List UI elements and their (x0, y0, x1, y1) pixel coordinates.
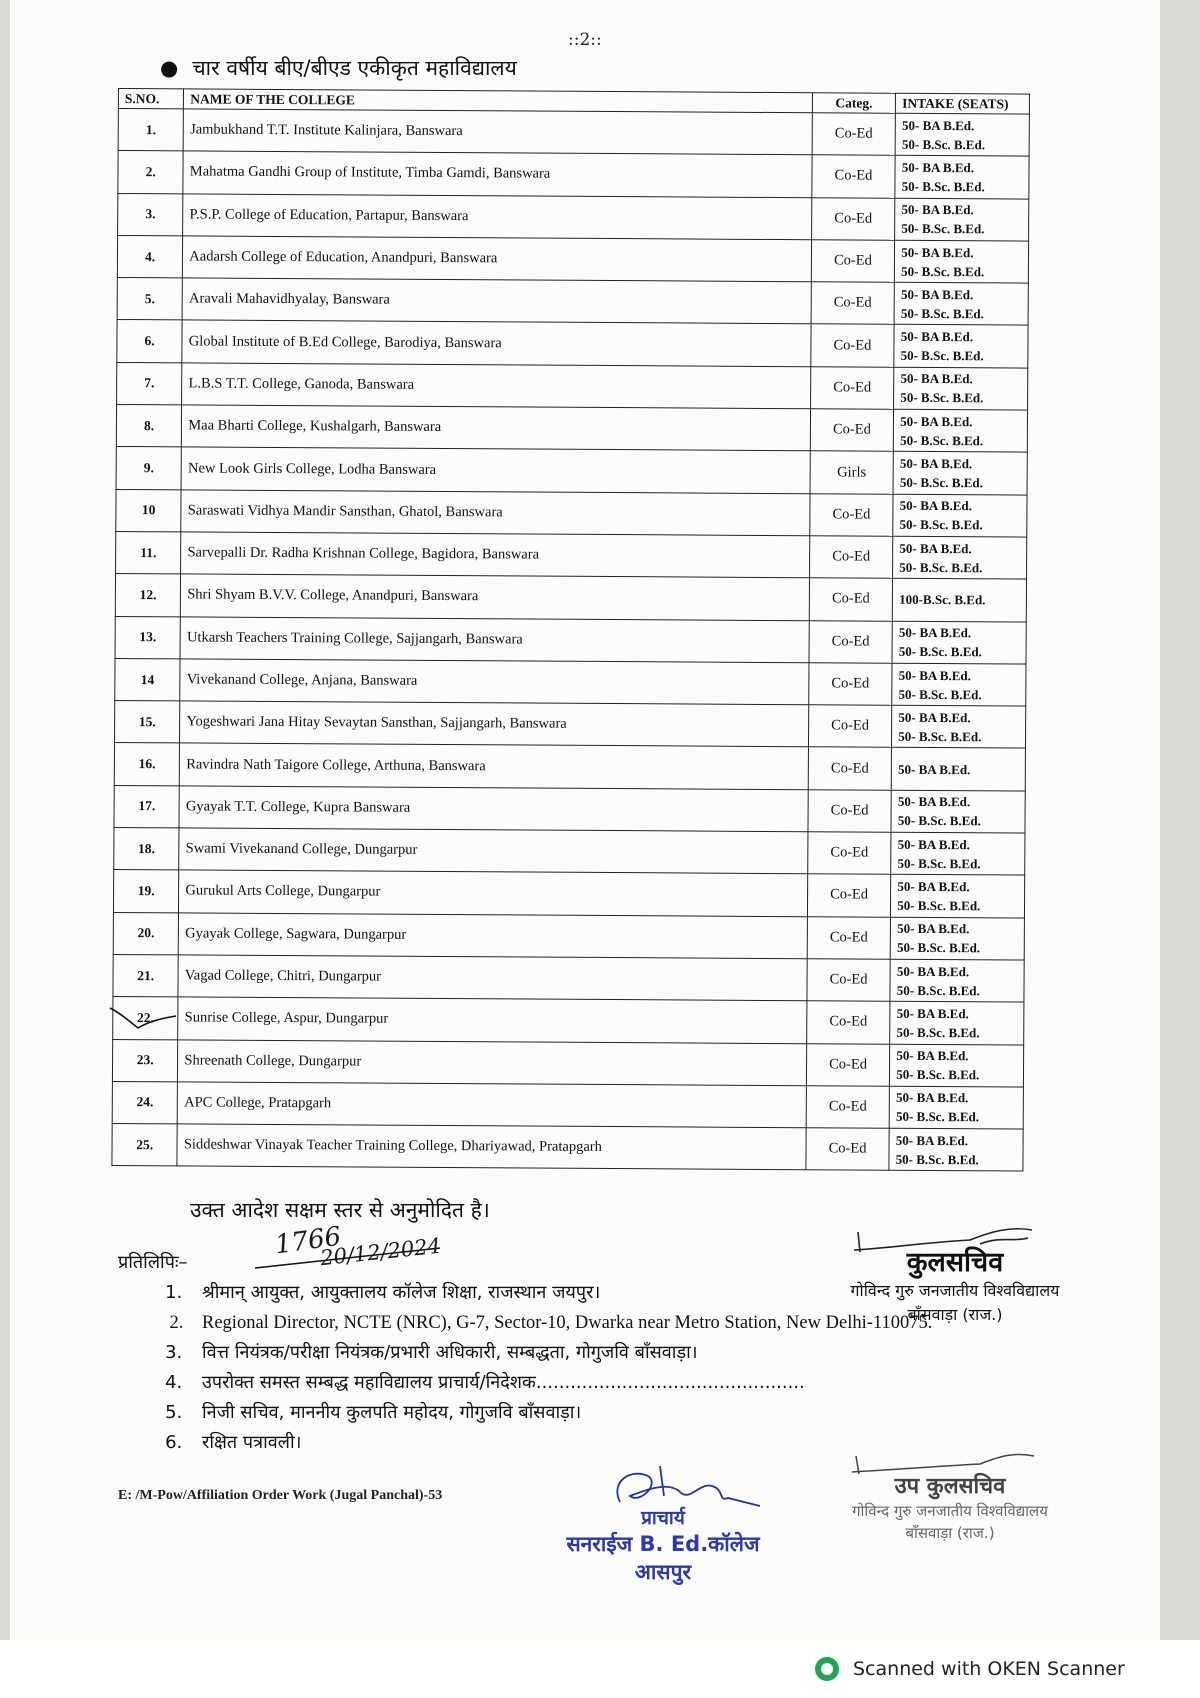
cell-sno: 2. (118, 151, 184, 194)
table-row (115, 616, 1026, 664)
table-row (116, 531, 1027, 579)
intake-line: 50- BA B.Ed. (898, 761, 971, 777)
cell-college-name: Sunrise College, Aspur, Dungarpur (178, 997, 807, 1043)
cell-sno: 12. (115, 574, 181, 617)
cell-sno: 24. (112, 1081, 178, 1124)
intake-line: 50- B.Sc. B.Ed. (897, 897, 981, 914)
intake-line: 50- B.Sc. B.Ed. (900, 390, 984, 406)
cell-category: Co-Ed (806, 1001, 890, 1044)
cell-intake (895, 198, 1029, 241)
cell-category: Co-Ed (807, 916, 891, 959)
cell-sno: 17. (114, 785, 180, 828)
cell-college-name: Vivekanand College, Anjana, Banswara (180, 659, 809, 705)
intake-line: 50- B.Sc. B.Ed. (899, 474, 983, 491)
cell-intake (890, 959, 1024, 1002)
intake-line: 50- BA B.Ed. (900, 328, 974, 345)
intake-line: 50- BA B.Ed. (901, 244, 974, 260)
intake-line: 50- BA B.Ed. (901, 159, 975, 176)
table-row (117, 362, 1028, 410)
cell-college-name: Gyayak T.T. College, Kupra Banswara (179, 786, 808, 832)
intake-line: 50- BA B.Ed. (896, 963, 970, 979)
cell-sno: 20. (113, 912, 179, 955)
table-row (117, 320, 1028, 368)
table-row (116, 405, 1027, 453)
cell-college-name: Utkarsh Teachers Training College, Sajjangarh, Banswara (180, 616, 809, 662)
cell-intake (892, 621, 1026, 664)
cell-sno: 15. (114, 701, 180, 744)
header-sno: S.NO. (118, 89, 183, 109)
intake-line: 50- B.Sc. B.Ed. (897, 855, 981, 871)
copy-list-item: 2. Regional Director, NCTE (NRC), G-7, Sector-10, Dwarka near Metro Station, New Delhi-110075. (188, 1308, 1068, 1338)
cell-category: Co-Ed (806, 1128, 890, 1171)
cell-college-name: Shri Shyam B.V.V. College, Anandpuri, Banswara (181, 574, 810, 620)
deputy-registrar-university: गोविन्द गुरु जनजातीय विश्वविद्यालय (852, 1502, 1048, 1520)
intake-line: 50- B.Sc. B.Ed. (901, 178, 985, 195)
copy-to-label: प्रतिलिपिः– (118, 1252, 188, 1273)
deputy-registrar-block (815, 1470, 1085, 1544)
cell-college-name: Saraswati Vidhya Mandir Sansthan, Ghatol, Banswara (181, 490, 810, 536)
intake-line: 50- B.Sc. B.Ed. (896, 940, 981, 956)
cell-sno: 14 (115, 658, 181, 701)
principal-seal-title: प्राचार्य (641, 1507, 685, 1529)
principal-seal (548, 1478, 778, 1586)
cell-category: Co-Ed (807, 874, 891, 917)
cell-intake (895, 113, 1029, 156)
intake-line: 50- B.Sc. B.Ed. (901, 136, 986, 152)
cell-college-name: Mahatma Gandhi Group of Institute, Timba Gamdi, Banswara (183, 151, 812, 197)
copy-list (160, 1278, 1068, 1458)
intake-line: 50- BA B.Ed. (896, 1005, 969, 1022)
cell-intake (893, 494, 1027, 537)
table-row (112, 1039, 1023, 1087)
intake-line: 50- B.Sc. B.Ed. (896, 1024, 980, 1041)
cell-college-name: Gyayak College, Sagwara, Dungarpur (179, 913, 808, 959)
intake-line: 50- BA B.Ed. (896, 1090, 969, 1106)
table-row (114, 743, 1025, 791)
cell-college-name: Maa Bharti College, Kushalgarh, Banswara (182, 405, 811, 451)
intake-line: 50- B.Sc. B.Ed. (895, 1151, 979, 1168)
cell-category: Co-Ed (810, 367, 894, 410)
cell-college-name: Aadarsh College of Education, Anandpuri, Banswara (183, 236, 812, 282)
cell-sno: 16. (114, 743, 180, 786)
table-row (116, 447, 1027, 495)
cell-sno: 25. (112, 1124, 178, 1167)
copy-list-item: 1. श्रीमान् आयुक्त, आयुक्तालय कॉलेज शिक्षा, राजस्थान जयपुर। (188, 1278, 1068, 1308)
handwritten-dispatch-date: 20/12/2024 (319, 1233, 442, 1271)
intake-line: 50- BA B.Ed. (897, 921, 970, 937)
cell-intake (894, 282, 1028, 325)
cell-category: Co-Ed (806, 1043, 890, 1086)
cell-college-name: New Look Girls College, Lodha Banswara (181, 447, 810, 493)
cell-sno: 11. (116, 531, 182, 574)
table-row (114, 701, 1025, 749)
colleges-table (111, 88, 1030, 1172)
cell-sno: 13. (115, 616, 181, 659)
table-row (115, 574, 1026, 622)
cell-category: Co-Ed (809, 536, 893, 579)
cell-intake (891, 748, 1025, 791)
cell-college-name: L.B.S T.T. College, Ganoda, Banswara (182, 363, 811, 409)
cell-college-name: Vagad College, Chitri, Dungarpur (178, 955, 807, 1001)
cell-intake (890, 1044, 1024, 1087)
cell-category: Co-Ed (809, 663, 893, 706)
cell-intake (894, 409, 1028, 452)
cell-intake (894, 325, 1028, 368)
cell-intake (893, 536, 1027, 579)
intake-line: 50- BA B.Ed. (897, 836, 970, 852)
cell-sno: 7. (117, 362, 183, 405)
intake-line: 50- B.Sc. B.Ed. (896, 1066, 980, 1083)
intake-line: 50- B.Sc. B.Ed. (895, 1109, 980, 1125)
copy-list-item: 6. रक्षित पत्रावली। (188, 1428, 1068, 1458)
section-heading (160, 54, 517, 82)
intake-line: 50- BA B.Ed. (896, 1047, 969, 1064)
scanner-watermark-text: Scanned with OKEN Scanner (853, 1658, 1125, 1680)
table-row (117, 278, 1028, 326)
cell-college-name: Shreenath College, Dungarpur (178, 1039, 807, 1085)
intake-line: 50- BA B.Ed. (900, 413, 973, 429)
intake-line: 50- BA B.Ed. (897, 878, 970, 895)
intake-line: 50- BA B.Ed. (895, 1132, 969, 1148)
cell-sno: 21. (113, 954, 179, 997)
cell-sno: 22. (113, 997, 179, 1040)
cell-intake (892, 579, 1026, 622)
cell-category: Girls (810, 451, 894, 494)
intake-line: 50- B.Sc. B.Ed. (896, 982, 980, 998)
check-mark-icon (108, 1002, 178, 1032)
table-row (118, 151, 1029, 199)
cell-sno: 6. (117, 320, 183, 363)
cell-sno: 23. (112, 1039, 178, 1082)
table-row (118, 193, 1029, 241)
dispatch-underline (250, 1233, 450, 1276)
cell-intake (892, 705, 1026, 748)
table-row (112, 1081, 1023, 1129)
intake-line: 50- B.Sc. B.Ed. (898, 643, 982, 660)
cell-sno: 9. (116, 447, 182, 490)
intake-line: 50- BA B.Ed. (899, 540, 972, 556)
scanner-watermark (815, 1655, 1125, 1683)
cell-college-name: Jambukhand T.T. Institute Kalinjara, Banswara (183, 109, 812, 155)
cell-intake (891, 790, 1025, 833)
intake-line: 100-B.Sc. B.Ed. (899, 592, 986, 608)
bullet-icon: ● (160, 56, 179, 80)
table-body (112, 109, 1029, 1172)
deputy-registrar-title: उप कुलसचिव (894, 1474, 1006, 1499)
cell-college-name: Sarvepalli Dr. Radha Krishnan College, Bagidora, Banswara (181, 532, 810, 578)
cell-sno: 18. (114, 828, 180, 871)
cell-category: Co-Ed (811, 240, 895, 283)
table-row (113, 870, 1024, 918)
copy-list-item: 3. वित्त नियंत्रक/परीक्षा नियंत्रक/प्रभारी अधिकारी, सम्बद्धता, गोगुजवि बाँसवाड़ा। (188, 1338, 1068, 1368)
registrar-title: कुलसचिव (906, 1247, 1004, 1278)
cell-intake (895, 156, 1029, 199)
intake-line: 50- B.Sc. B.Ed. (900, 432, 984, 449)
intake-line: 50- BA B.Ed. (898, 667, 971, 683)
page-number: ::2:: (568, 30, 602, 50)
cell-intake (895, 240, 1029, 283)
cell-category: Co-Ed (812, 113, 896, 156)
table-row (114, 785, 1025, 833)
cell-category: Co-Ed (807, 832, 891, 875)
cell-intake (891, 875, 1025, 918)
copy-list-item: 5. निजी सचिव, माननीय कुलपति महोदय, गोगुजवि बाँसवाड़ा। (188, 1398, 1068, 1428)
cell-category: Co-Ed (810, 409, 894, 452)
intake-line: 50- B.Sc. B.Ed. (901, 263, 985, 279)
intake-line: 50- B.Sc. B.Ed. (900, 305, 984, 322)
table-row (112, 1124, 1023, 1172)
cell-sno: 4. (117, 235, 183, 278)
cell-sno: 8. (116, 405, 182, 448)
intake-line: 50- B.Sc. B.Ed. (898, 686, 982, 702)
cell-category: Co-Ed (808, 705, 892, 748)
deputy-registrar-city: बाँसवाड़ा (राज.) (905, 1524, 995, 1542)
oken-scanner-logo-icon (815, 1657, 839, 1681)
intake-line: 50- B.Sc. B.Ed. (897, 813, 981, 829)
cell-college-name: Gurukul Arts College, Dungarpur (179, 870, 808, 916)
principal-seal-place: आसपुर (634, 1560, 692, 1584)
file-reference: E: /M-Pow/Affiliation Order Work (Jugal Panchal)-53 (118, 1488, 443, 1503)
cell-category: Co-Ed (808, 789, 892, 832)
intake-line: 50- B.Sc. B.Ed. (899, 517, 983, 533)
intake-line: 50- B.Sc. B.Ed. (899, 559, 983, 575)
cell-category: Co-Ed (806, 1086, 890, 1129)
cell-college-name: Yogeshwari Jana Hitay Sevaytan Sansthan, Sajjangarh, Banswara (180, 701, 809, 747)
table-row (115, 658, 1026, 706)
cell-category: Co-Ed (807, 959, 891, 1002)
header-college-name: NAME OF THE COLLEGE (184, 89, 813, 113)
cell-college-name: APC College, Pratapgarh (178, 1082, 807, 1128)
cell-college-name: Swami Vivekanand College, Dungarpur (179, 828, 808, 874)
intake-line: 50- BA B.Ed. (899, 498, 972, 514)
registrar-university: गोविन्द गुरु जनजातीय विश्वविद्यालय (850, 1281, 1060, 1300)
cell-intake (892, 663, 1026, 706)
cell-category: Co-Ed (809, 578, 893, 621)
cell-category: Co-Ed (812, 155, 896, 198)
cell-category: Co-Ed (811, 282, 895, 325)
approval-note: उक्त आदेश सक्षम स्तर से अनुमोदित है। (190, 1198, 490, 1222)
cell-college-name: Siddeshwar Vinayak Teacher Training College, Dhariyawad, Pratapgarh (177, 1124, 806, 1170)
cell-sno: 5. (117, 278, 183, 321)
cell-intake (894, 367, 1028, 410)
cell-sno: 10 (116, 489, 182, 532)
intake-line: 50- BA B.Ed. (901, 117, 975, 133)
table-row (118, 109, 1029, 157)
table-row (113, 954, 1024, 1002)
cell-intake (890, 917, 1024, 960)
principal-seal-college: सनराईज B. Ed.कॉलेज (566, 1532, 760, 1556)
intake-line: 50- BA B.Ed. (898, 624, 972, 641)
cell-intake (893, 452, 1027, 495)
cell-category: Co-Ed (808, 747, 892, 790)
cell-intake (889, 1128, 1023, 1171)
cell-category: Co-Ed (809, 620, 893, 663)
intake-line: 50- BA B.Ed. (901, 202, 974, 218)
table-row (113, 997, 1024, 1045)
intake-line: 50- BA B.Ed. (900, 371, 973, 387)
cell-intake (891, 832, 1025, 875)
cell-category: Co-Ed (811, 197, 895, 240)
cell-college-name: Aravali Mahavidhyalay, Banswara (182, 278, 811, 324)
intake-line: 50- BA B.Ed. (900, 286, 974, 303)
cell-college-name: Global Institute of B.Ed College, Barodiya, Banswara (182, 320, 811, 366)
registrar-city: बाँसवाड़ा (राज.) (907, 1305, 1003, 1324)
copy-list-item: 4. उपरोक्त समस्त सम्बद्ध महाविद्यालय प्राचार्य/निदेशक............................................... (188, 1368, 1068, 1398)
header-category: Categ. (812, 93, 896, 114)
table-row (117, 235, 1028, 283)
cell-intake (889, 1086, 1023, 1129)
cell-intake (890, 1001, 1024, 1044)
cell-sno: 19. (113, 870, 179, 913)
intake-line: 50- B.Sc. B.Ed. (901, 221, 985, 237)
intake-line: 50- BA B.Ed. (898, 709, 971, 726)
header-intake: INTAKE (SEATS) (896, 93, 1030, 114)
intake-line: 50- B.Sc. B.Ed. (900, 347, 984, 364)
cell-category: Co-Ed (811, 324, 895, 367)
table-row (113, 912, 1024, 960)
cell-college-name: Ravindra Nath Taigore College, Arthuna, Banswara (180, 743, 809, 789)
table-row (116, 489, 1027, 537)
handwritten-dispatch-number: 1766 (273, 1221, 343, 1261)
section-heading-text: चार वर्षीय बीए/बीएड एकीकृत महाविद्यालय (192, 56, 517, 80)
cell-category: Co-Ed (810, 493, 894, 536)
table-row (114, 828, 1025, 876)
intake-line: 50- BA B.Ed. (897, 794, 971, 810)
cell-college-name: P.S.P. College of Education, Partapur, Banswara (183, 193, 812, 239)
intake-line: 50- B.Sc. B.Ed. (898, 728, 982, 745)
cell-sno: 3. (118, 193, 184, 236)
cell-sno: 1. (118, 109, 184, 152)
intake-line: 50- BA B.Ed. (899, 455, 973, 472)
